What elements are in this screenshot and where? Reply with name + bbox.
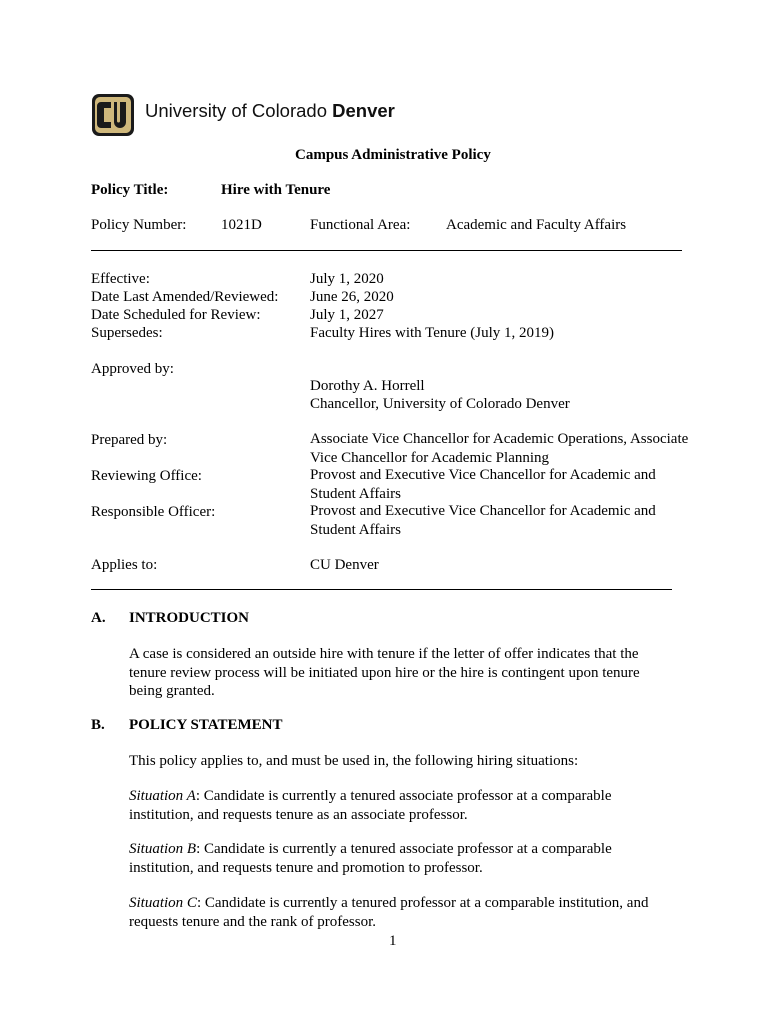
- situation-a-text: : Candidate is currently a tenured associate professor at a comparable institution, and requests tenure as an associate professor.: [129, 788, 612, 823]
- policy-number-label: Policy Number:: [91, 217, 187, 233]
- prepared-by-value: Associate Vice Chancellor for Academic Operations, Associate Vice Chancellor for Academic Planning: [310, 431, 689, 466]
- scheduled-value: July 1, 2027: [310, 307, 384, 323]
- situation-b: [129, 840, 649, 877]
- divider-top: [91, 250, 682, 251]
- functional-area-label: Functional Area:: [310, 217, 411, 233]
- policy-number-value: 1021D: [221, 217, 262, 233]
- responsible-officer-value: Provost and Executive Vice Chancellor for Academic and Student Affairs: [310, 503, 656, 538]
- situation-c: [129, 894, 669, 931]
- cu-logo-icon: [91, 93, 135, 137]
- supersedes-label: Supersedes:: [91, 325, 163, 341]
- situation-a: [129, 787, 649, 824]
- situation-c-label: Situation C: [129, 895, 197, 911]
- approved-by-label: Approved by:: [91, 361, 174, 377]
- page-number: 1: [389, 933, 397, 949]
- amended-label: Date Last Amended/Reviewed:: [91, 289, 279, 305]
- prepared-by-label: Prepared by:: [91, 432, 168, 448]
- amended-value: June 26, 2020: [310, 289, 394, 305]
- effective-value: July 1, 2020: [310, 271, 384, 287]
- section-b-title: POLICY STATEMENT: [129, 717, 283, 733]
- situation-c-text: : Candidate is currently a tenured professor at a comparable institution, and requests tenure and the rank of professor.: [129, 895, 649, 930]
- section-a-letter: A.: [91, 610, 106, 626]
- situation-b-text: : Candidate is currently a tenured associate professor at a comparable institution, and requests tenure and promotion to professor.: [129, 841, 612, 876]
- reviewing-office-label: Reviewing Office:: [91, 468, 202, 484]
- reviewing-office-value: Provost and Executive Vice Chancellor for Academic and Student Affairs: [310, 467, 656, 502]
- approver-title: Chancellor, University of Colorado Denver: [310, 396, 570, 412]
- effective-label: Effective:: [91, 271, 150, 287]
- divider-bottom: [91, 589, 672, 590]
- section-b-intro: This policy applies to, and must be used in, the following hiring situations:: [129, 753, 579, 769]
- applies-to-value: CU Denver: [310, 557, 379, 573]
- applies-to-label: Applies to:: [91, 557, 158, 573]
- section-a-body: A case is considered an outside hire with tenure if the letter of offer indicates that the tenure review process will be initiated upon hire or the hire is contingent upon tenure being granted.: [129, 646, 640, 699]
- functional-area-value: Academic and Faculty Affairs: [446, 217, 627, 233]
- responsible-officer-label: Responsible Officer:: [91, 504, 216, 520]
- section-a-title: INTRODUCTION: [129, 610, 250, 626]
- supersedes-value: Faculty Hires with Tenure (July 1, 2019): [310, 325, 555, 341]
- page-heading: Campus Administrative Policy: [295, 147, 491, 163]
- situation-a-label: Situation A: [129, 788, 196, 804]
- approver-name: Dorothy A. Horrell: [310, 378, 425, 394]
- policy-title-label: Policy Title:: [91, 182, 169, 198]
- section-b-letter: B.: [91, 717, 105, 733]
- situation-b-label: Situation B: [129, 841, 197, 857]
- scheduled-label: Date Scheduled for Review:: [91, 307, 261, 323]
- policy-title-value: Hire with Tenure: [221, 182, 331, 198]
- university-name: University of Colorado Denver: [145, 100, 395, 121]
